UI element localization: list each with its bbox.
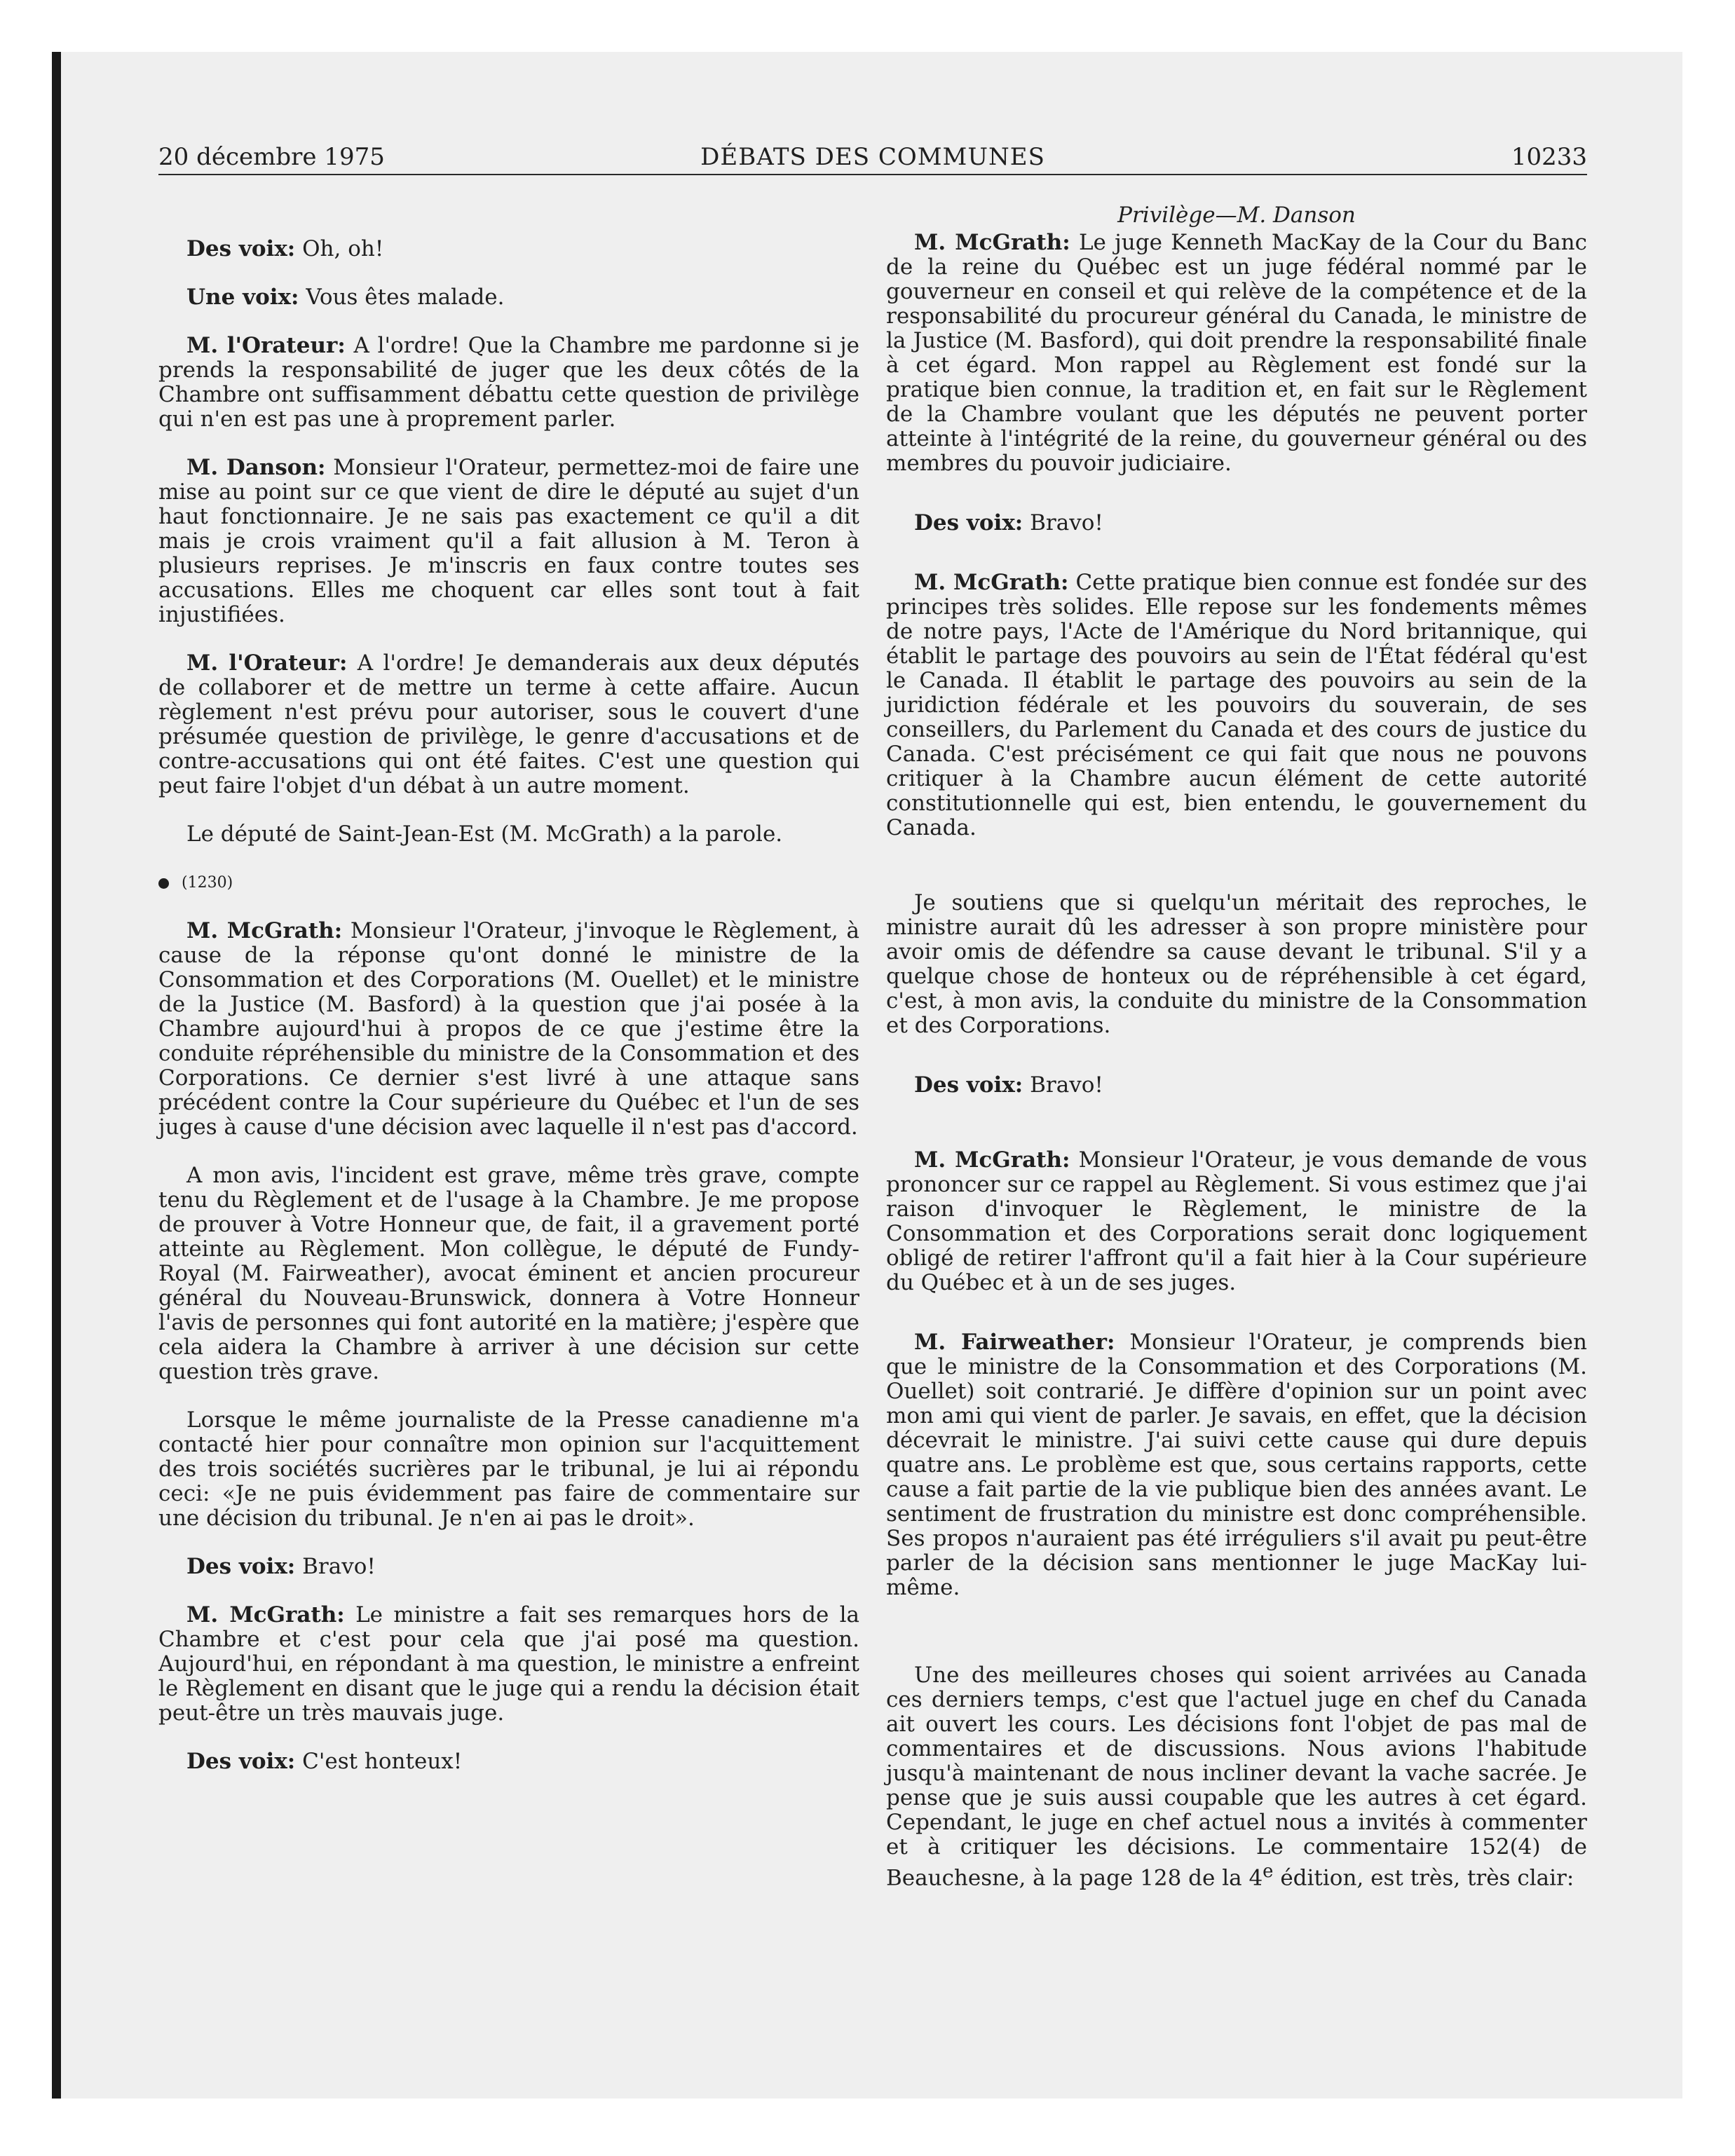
- speech-text: Monsieur l'Orateur, j'invoque le Règlement, à cause de la réponse qu'ont donné le ministre de la Consommation et des Corporations (M. Ouellet) et le ministre de la Justice (M. Basford) à la question que j'ai posée à la Chambre aujourd'hui à propos de ce que j'estime être la conduite répréhensible du ministre de la Consommation et des Corporations. Ce dernier s'est livré à une attaque sans précédent contre la Cour supérieure du Québec et l'un de ses juges à cause d'une décision avec laquelle il n'est pas d'accord.: [158, 918, 859, 1140]
- header-date: 20 décembre 1975: [158, 143, 385, 171]
- speech-text: édition, est très, très clair:: [1280, 1865, 1574, 1891]
- speech-text: Oh, oh!: [302, 236, 384, 261]
- speaker-name: M. McGrath:: [914, 230, 1070, 255]
- paragraph: [886, 1330, 1587, 1600]
- speech-text: Vous êtes malade.: [306, 285, 505, 310]
- paragraph: [886, 571, 1587, 840]
- paragraph: [886, 231, 1587, 476]
- paragraph: [158, 334, 859, 432]
- speech-text: C'est honteux!: [302, 1749, 463, 1774]
- paragraph: Je soutiens que si quelqu'un méritait des reproches, le ministre aurait dû les adresser à son propre ministère pour avoir omis de défendre sa cause devant le tribunal. S'il y a quelque chose de honteux ou de répréhensible à cet égard, c'est, à mon avis, la conduite du ministre de la Consommation et des Corporations.: [886, 890, 1587, 1038]
- paragraph: [158, 919, 859, 1140]
- section-heading: Privilège—M. Danson: [1117, 203, 1356, 228]
- page-number: 10233: [1511, 143, 1587, 171]
- paragraph: [158, 237, 859, 261]
- bullet-icon: [158, 878, 169, 889]
- speaker-name: M. McGrath:: [914, 1147, 1070, 1173]
- left-column: [158, 203, 859, 1774]
- speech-text: Bravo!: [1030, 510, 1103, 535]
- speaker-name: M. l'Orateur:: [186, 333, 346, 358]
- speech-text: A l'ordre! Je demanderais aux deux députés de collaborer et de mettre un terme à cette affaire. Aucun règlement n'est prévu pour autoriser, sous le couvert d'une présumée question de privilège, le genre d'accusations et de contre-accusations qui ont été faites. C'est une question qui peut faire l'objet d'un débat à un autre moment.: [158, 650, 859, 798]
- paragraph: [158, 1749, 859, 1774]
- superscript: e: [1263, 1861, 1274, 1882]
- paragraph: [886, 1148, 1587, 1295]
- speaker-name: M. McGrath:: [186, 1602, 345, 1628]
- paragraph: Le député de Saint-Jean-Est (M. McGrath) a la parole.: [186, 821, 783, 847]
- paragraph: A mon avis, l'incident est grave, même très grave, compte tenu du Règlement et de l'usage à la Chambre. Je me propose de prouver à Votre Honneur que, de fait, il a gravement porté atteinte au Règlement. Mon collègue, le député de Fundy-Royal (M. Fairweather), avocat éminent et ancien procureur général du Nouveau-Brunswick, donnera à Votre Honneur l'avis de personnes qui font autorité en la matière; j'espère que cela aidera la Chambre à arriver à une décision sur cette question très grave.: [158, 1163, 859, 1384]
- speech-text: A l'ordre! Que la Chambre me pardonne si je prends la responsabilité de juger que les deux côtés de la Chambre ont suffisamment débattu cette question de privilège qui n'en est pas une à proprement parler.: [158, 333, 859, 432]
- journal-title: DÉBATS DES COMMUNES: [700, 143, 1045, 171]
- paragraph: [886, 1073, 1587, 1098]
- speaker-name: Des voix:: [186, 1554, 296, 1579]
- speech-text: Monsieur l'Orateur, permettez-moi de faire une mise au point sur ce que vient de dire le député au sujet d'un haut fonctionnaire. Je ne sais pas exactement ce qu'il a dit mais je crois vraiment qu'il a fait allusion à M. Teron à plusieurs reprises. Je m'inscris en faux contre toutes ses accusations. Elles me choquent car elles sont tout à fait injustifiées.: [158, 455, 859, 627]
- paragraph: Lorsque le même journaliste de la Presse canadienne m'a contacté hier pour connaître mon opinion sur l'acquittement des trois sociétés sucrières par le tribunal, je lui ai répondu ceci: «Je ne puis évidemment pas faire de commentaire sur une décision du tribunal. Je n'en ai pas le droit».: [158, 1407, 859, 1531]
- scan-border-bar: [52, 52, 61, 2099]
- paragraph: [886, 511, 1587, 535]
- speaker-name: Des voix:: [914, 510, 1023, 535]
- speaker-name: M. Fairweather:: [914, 1330, 1115, 1355]
- paragraph: [886, 1663, 1587, 1890]
- paragraph: [158, 1603, 859, 1726]
- running-header: [158, 140, 1587, 175]
- speaker-name: M. McGrath:: [914, 570, 1069, 595]
- speech-text: Le ministre a fait ses remarques hors de la Chambre et c'est pour cela que j'ai posé ma question. Aujourd'hui, en répondant à ma question, le ministre a enfreint le Règlement en disant que le juge qui a rendu la décision était peut-être un très mauvais juge.: [158, 1602, 859, 1726]
- paragraph: [158, 456, 859, 627]
- speaker-name: M. McGrath:: [186, 918, 343, 943]
- right-column: [886, 203, 1587, 1890]
- paragraph: [158, 651, 859, 798]
- speaker-name: M. Danson:: [186, 455, 326, 480]
- speech-text: Une des meilleures choses qui soient arrivées au Canada ces derniers temps, c'est que l'actuel juge en chef du Canada ait ouvert les cours. Les décisions font l'objet de pas mal de commentaires et de discussions. Nous avions l'habitude jusqu'à maintenant de nous incliner devant la vache sacrée. Je pense que je suis aussi coupable que les autres à cet égard. Cependant, le juge en chef actuel nous a invités à commenter et à critiquer les décisions. Le commentaire 152(4) de Beauchesne, à la page 128 de la 4: [886, 1663, 1587, 1891]
- speech-text: Le juge Kenneth MacKay de la Cour du Banc de la reine du Québec est un juge fédéral nommé par le gouverneur en conseil et qui relève de la compétence et de la responsabilité du procureur général du Canada, le ministre de la Justice (M. Basford), qui doit prendre la responsabilité finale à cet égard. Mon rappel au Règlement est fondé sur la pratique bien connue, la tradition et, en fait sur le Règlement de la Chambre voulant que les députés ne peuvent porter atteinte à l'intégrité de la reine, du gouverneur général ou des membres du pouvoir judiciaire.: [886, 230, 1588, 476]
- paragraph: [158, 1555, 859, 1579]
- timestamp-text: (1230): [182, 874, 233, 892]
- speech-text: Bravo!: [302, 1554, 376, 1579]
- speaker-name: Des voix:: [186, 236, 296, 261]
- speech-text: Bravo!: [1030, 1072, 1103, 1098]
- paragraph: [158, 285, 859, 310]
- speaker-name: Des voix:: [914, 1072, 1023, 1098]
- timestamp: [158, 871, 859, 895]
- speech-text: Cette pratique bien connue est fondée sur des principes très solides. Elle repose sur les fondements mêmes de notre pays, l'Acte de l'Amérique du Nord britannique, qui établit le partage des pouvoirs au sein de l'État fédéral qu'est le Canada. Il établit le partage des pouvoirs au sein de la juridiction fédérale et les pouvoirs du souverain, de ses conseillers, du Parlement du Canada et des cours de justice du Canada. C'est précisément ce qui fait que nous ne pouvons critiquer à la Chambre aucun élément de cette autorité constitutionnelle qui est, bien entendu, le gouvernement du Canada.: [886, 570, 1587, 840]
- speaker-name: Des voix:: [186, 1749, 296, 1774]
- speech-text: Monsieur l'Orateur, je comprends bien que le ministre de la Consommation et des Corporations (M. Ouellet) soit contrarié. Je diffère d'opinion sur un point avec mon ami qui vient de parler. Je savais, en effet, que la décision décevrait le ministre. J'ai suivi cette cause qui dure depuis quatre ans. Le problème est que, sous certains rapports, cette cause a fait partie de la vie publique bien des années avant. Le sentiment de frustration du ministre est donc compréhensible. Ses propos n'auraient pas été irréguliers s'il avait pu peut-être parler de la décision sans mentionner le juge MacKay lui-même.: [886, 1330, 1587, 1600]
- speech-text: Monsieur l'Orateur, je vous demande de vous prononcer sur ce rappel au Règlement. Si vous estimez que j'ai raison d'invoquer le Règlement, le ministre de la Consommation et des Corporations serait donc logiquement obligé de retirer l'affront qu'il a fait hier à la Cour supérieure du Québec et à un de ses juges.: [886, 1147, 1588, 1295]
- speaker-name: M. l'Orateur:: [186, 650, 348, 676]
- speaker-name: Une voix:: [186, 285, 299, 310]
